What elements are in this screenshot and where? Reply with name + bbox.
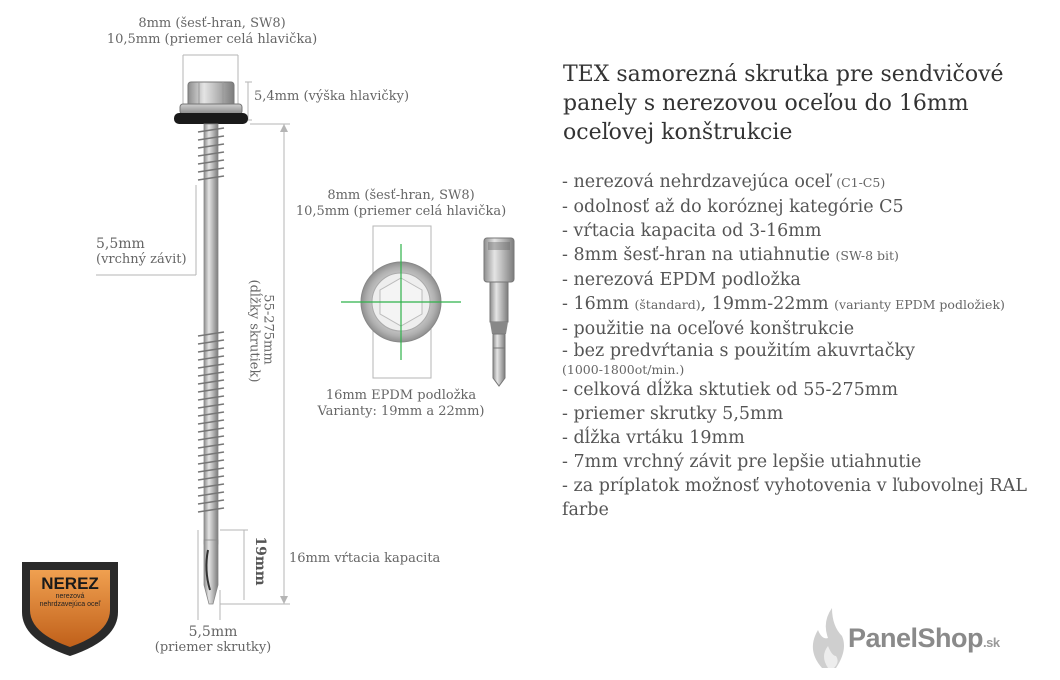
drill-length-label: 19mm [252,536,268,586]
arrow-down-icon [280,596,288,604]
upper-thread-note: (vrchný závit) [96,252,187,267]
list-item: - 8mm šesť-hran na utiahnutie (SW-8 bit) [562,245,899,265]
list-item: - priemer skrutky 5,5mm [562,404,784,424]
list-item: - dĺžka vrtáku 19mm [562,428,745,448]
list-item: - odolnosť až do koróznej kategórie C5 [562,197,904,217]
head-height-label: 5,4mm (výška hlavičky) [254,89,410,104]
panelshop-logo [848,623,1000,654]
screw-head [174,82,248,124]
washer-label: 16mm EPDM podložka [325,388,477,403]
badge-title: NEREZ [41,574,99,593]
list-item: - celková dĺžka sktutiek od 55-275mm [562,380,898,400]
hex-bit-image [484,238,514,386]
head-diameter-label: 10,5mm (priemer celá hlavička) [106,32,318,47]
upper-thread-label: 5,5mm [96,236,145,252]
flame-icon [813,608,844,668]
logo-suffix: .sk [983,635,1000,650]
screw-shank [198,124,224,604]
arrow-up-icon [280,124,288,132]
list-item: (1000-1800ot/min.) [562,362,685,377]
length-note: (dĺžky skrutiek) [246,279,262,383]
list-item: - nerezová nehrdzavejúca oceľ (C1-C5) [562,172,886,192]
drill-capacity-label: 16mm vŕtacia kapacita [289,551,441,566]
list-item: - bez predvŕtania s použitím akuvrtačky [562,341,915,361]
badge-line1: nerezová [55,593,85,600]
list-item: - 16mm (štandard), 19mm-22mm (varianty EPDM podložiek) [562,294,1005,314]
diameter-note: (priemer skrutky) [154,640,272,655]
head-size-label: 8mm (šesť-hran, SW8) [138,16,286,31]
length-label: 55-275mm [260,294,276,365]
product-title: TEX samorezná skrutka pre sendvičové panely s nerezovou oceľou do 16mm oceľovej konštrukcie [563,62,1004,145]
top-head-diameter-label: 10,5mm (priemer celá hlavička) [295,204,507,219]
badge-line2: nehrdzavejúca oceľ [39,601,101,608]
list-item: - za príplatok možnosť vyhotovenia v ľubovolnej RAL farbe [562,476,1027,520]
list-item: - nerezová EPDM podložka [562,270,801,290]
logo-name: PanelShop [848,623,984,653]
feature-list [562,170,1042,522]
diameter-label: 5,5mm [188,624,238,640]
top-head-size-label: 8mm (šesť-hran, SW8) [327,188,475,203]
list-item: - použitie na oceľové konštrukcie [562,319,855,339]
washer-variants-label: Varianty: 19mm a 22mm) [317,404,485,419]
washer-top-view [341,226,461,378]
list-item: - vŕtacia kapacita od 3-16mm [562,221,822,241]
list-item: - 7mm vrchný závit pre lepšie utiahnutie [562,452,922,472]
